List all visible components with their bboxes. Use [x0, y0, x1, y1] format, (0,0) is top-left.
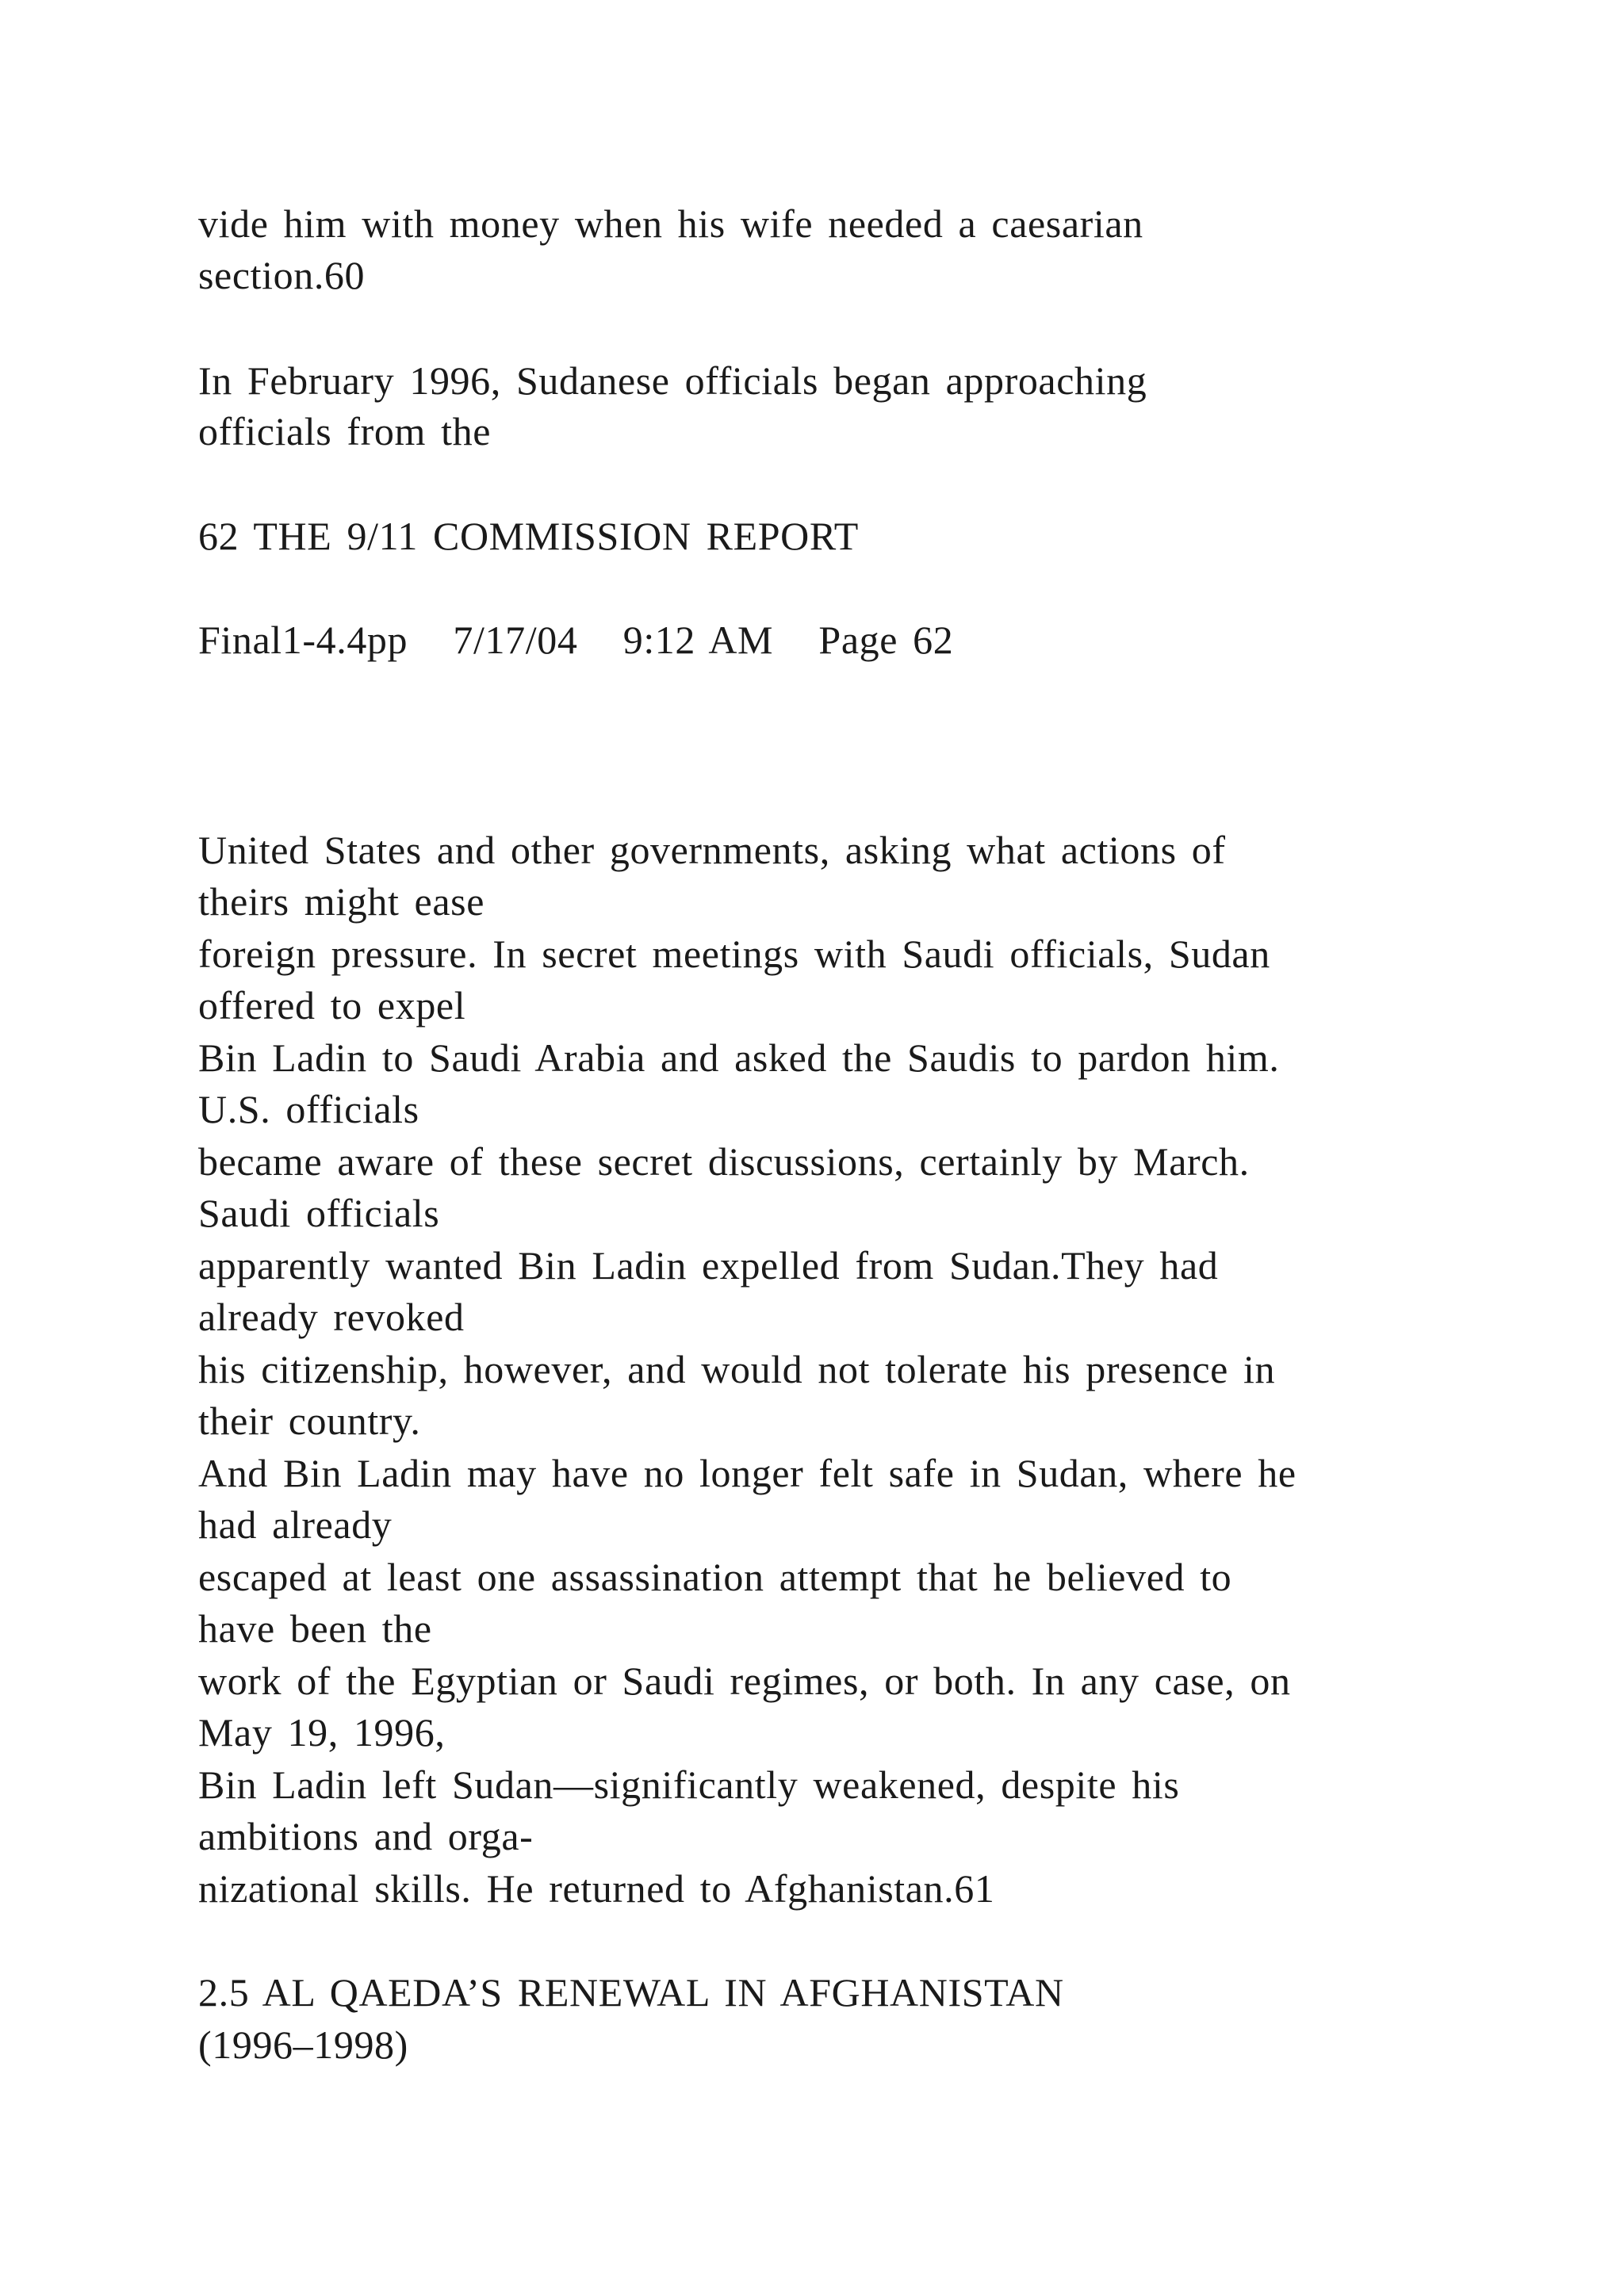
paragraph-line: offered to expel — [198, 983, 466, 1027]
paragraph-line: escaped at least one assassination attempt that he believed to — [198, 1555, 1232, 1599]
paragraph-line: their country. — [198, 1399, 421, 1443]
paragraph-line: U.S. officials — [198, 1087, 419, 1131]
paragraph-line: May 19, 1996, — [198, 1710, 446, 1755]
paragraph-line: United States and other governments, asking what actions of — [198, 828, 1226, 872]
paragraph-line: section.60 — [198, 253, 366, 297]
paragraph-line: vide him with money when his wife needed a caesarian — [198, 201, 1143, 246]
running-footer: 62 THE 9/11 COMMISSION REPORT — [198, 514, 859, 558]
paragraph-line: became aware of these secret discussions, certainly by March. — [198, 1139, 1250, 1184]
paragraph-line: Bin Ladin to Saudi Arabia and asked the Saudis to pardon him. — [198, 1035, 1280, 1080]
paragraph-line: nizational skills. He returned to Afghanistan.61 — [198, 1866, 995, 1911]
paragraph-line: And Bin Ladin may have no longer felt safe in Sudan, where he — [198, 1451, 1297, 1495]
print-slug: Final1-4.4pp 7/17/04 9:12 AM Page 62 — [198, 618, 954, 662]
paragraph-line: apparently wanted Bin Ladin expelled from Sudan.They had — [198, 1243, 1219, 1288]
paragraph-line: theirs might ease — [198, 879, 485, 924]
paragraph-line: In February 1996, Sudanese officials began approaching — [198, 358, 1147, 403]
paragraph-line: foreign pressure. In secret meetings with Saudi officials, Sudan — [198, 932, 1270, 976]
paragraph-line: ambitions and orga- — [198, 1814, 534, 1858]
paragraph-line: Saudi officials — [198, 1191, 440, 1235]
paragraph-line: officials from the — [198, 409, 491, 453]
section-heading: 2.5 AL QAEDA’S RENEWAL IN AFGHANISTAN — [198, 1970, 1064, 2015]
section-heading: (1996–1998) — [198, 2022, 408, 2067]
paragraph-line: his citizenship, however, and would not tolerate his presence in — [198, 1347, 1276, 1391]
paragraph-line: have been the — [198, 1606, 432, 1651]
paragraph-line: work of the Egyptian or Saudi regimes, or both. In any case, on — [198, 1659, 1291, 1703]
paragraph-line: already revoked — [198, 1295, 465, 1339]
paragraph-line: Bin Ladin left Sudan—significantly weakened, despite his — [198, 1762, 1180, 1807]
paragraph-line: had already — [198, 1502, 393, 1547]
